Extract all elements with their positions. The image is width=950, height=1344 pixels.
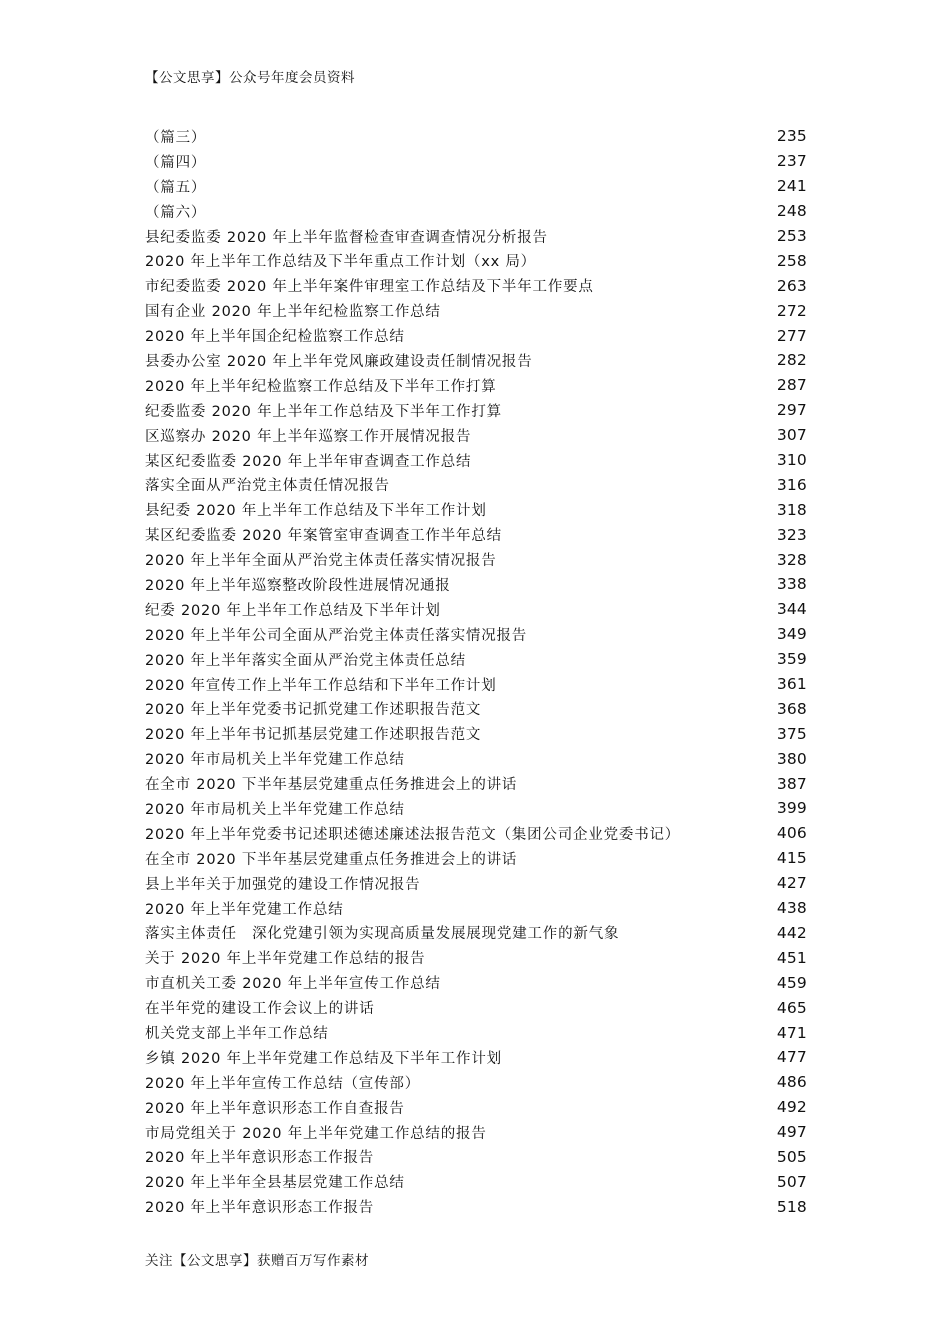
toc-entry[interactable] <box>145 1194 807 1219</box>
toc-entry-page-number: 497 <box>776 1123 807 1142</box>
toc-entry[interactable] <box>145 921 807 946</box>
toc-entry-title: 2020 年市局机关上半年党建工作总结 <box>145 752 405 769</box>
toc-entry-page-number: 507 <box>776 1172 807 1191</box>
toc-entry-title: 在半年党的建设工作会议上的讲话 <box>145 1001 375 1018</box>
toc-entry-page-number: 399 <box>776 799 807 818</box>
toc-entry-title: 国有企业 2020 年上半年纪检监察工作总结 <box>145 304 441 321</box>
toc-entry-page-number: 310 <box>776 451 807 470</box>
toc-entry[interactable] <box>145 298 807 323</box>
toc-entry-page-number: 415 <box>776 849 807 868</box>
toc-entry-page-number: 359 <box>776 650 807 669</box>
toc-entry-page-number: 361 <box>776 675 807 694</box>
toc-entry-title: （篇五） <box>145 179 207 196</box>
toc-entry[interactable] <box>145 348 807 373</box>
toc-entry-title: 在全市 2020 下半年基层党建重点任务推进会上的讲话 <box>145 777 518 794</box>
toc-entry[interactable] <box>145 572 807 597</box>
toc-entry-page-number: 241 <box>776 177 807 196</box>
toc-entry-title: 2020 年市局机关上半年党建工作总结 <box>145 801 405 818</box>
toc-entry-title: 2020 年上半年公司全面从严治党主体责任落实情况报告 <box>145 627 528 644</box>
toc-entry[interactable] <box>145 846 807 871</box>
toc-entry-page-number: 237 <box>776 152 807 171</box>
toc-entry-page-number: 282 <box>776 351 807 370</box>
toc-entry[interactable] <box>145 323 807 348</box>
toc-entry[interactable] <box>145 871 807 896</box>
toc-entry-title: 关于 2020 年上半年党建工作总结的报告 <box>145 951 426 968</box>
toc-entry-page-number: 328 <box>776 550 807 569</box>
toc-entry-page-number: 471 <box>776 1023 807 1042</box>
toc-entry[interactable] <box>145 597 807 622</box>
toc-entry-page-number: 368 <box>776 699 807 718</box>
toc-entry-page-number: 465 <box>776 998 807 1017</box>
toc-entry[interactable] <box>145 124 807 149</box>
toc-entry-title: 2020 年上半年全县基层党建工作总结 <box>145 1175 405 1192</box>
toc-entry[interactable] <box>145 522 807 547</box>
toc-entry[interactable] <box>145 472 807 497</box>
toc-entry[interactable] <box>145 746 807 771</box>
toc-entry-title: 某区纪委监委 2020 年上半年审查调查工作总结 <box>145 453 472 470</box>
toc-entry-page-number: 318 <box>776 500 807 519</box>
toc-entry[interactable] <box>145 721 807 746</box>
toc-entry-page-number: 375 <box>776 724 807 743</box>
page-header: 【公文思享】公众号年度会员资料 <box>145 70 355 86</box>
toc-entry-title: 2020 年上半年宣传工作总结（宣传部） <box>145 1075 421 1092</box>
toc-entry[interactable] <box>145 448 807 473</box>
toc-entry[interactable] <box>145 174 807 199</box>
toc-entry-title: 2020 年上半年巡察整改阶段性进展情况通报 <box>145 577 451 594</box>
toc-entry-title: 区巡察办 2020 年上半年巡察工作开展情况报告 <box>145 428 472 445</box>
toc-entry-page-number: 451 <box>776 948 807 967</box>
toc-entry-page-number: 277 <box>776 326 807 345</box>
toc-entry-title: 2020 年上半年党委书记抓党建工作述职报告范文 <box>145 702 482 719</box>
toc-entry-page-number: 492 <box>776 1098 807 1117</box>
toc-entry-page-number: 344 <box>776 600 807 619</box>
toc-entry-page-number: 287 <box>776 376 807 395</box>
toc-entry[interactable] <box>145 224 807 249</box>
page-footer: 关注【公文思享】获赠百万写作素材 <box>145 1253 369 1269</box>
toc-entry-title: 2020 年上半年书记抓基层党建工作述职报告范文 <box>145 727 482 744</box>
toc-entry-title: 2020 年上半年意识形态工作自查报告 <box>145 1100 405 1117</box>
toc-entry[interactable] <box>145 547 807 572</box>
toc-entry-page-number: 248 <box>776 202 807 221</box>
toc-entry-page-number: 406 <box>776 824 807 843</box>
toc-entry-page-number: 316 <box>776 475 807 494</box>
toc-entry[interactable] <box>145 647 807 672</box>
toc-entry-page-number: 427 <box>776 874 807 893</box>
toc-entry-page-number: 272 <box>776 301 807 320</box>
toc-entry[interactable] <box>145 796 807 821</box>
toc-entry-title: 纪委 2020 年上半年工作总结及下半年计划 <box>145 602 441 619</box>
toc-entry-title: 乡镇 2020 年上半年党建工作总结及下半年工作计划 <box>145 1050 502 1067</box>
toc-entry-title: 在全市 2020 下半年基层党建重点任务推进会上的讲话 <box>145 851 518 868</box>
toc-entry-title: 2020 年上半年工作总结及下半年重点工作计划（xx 局） <box>145 254 536 271</box>
toc-entry-page-number: 323 <box>776 525 807 544</box>
toc-entry-title: 2020 年上半年落实全面从严治党主体责任总结 <box>145 652 466 669</box>
toc-entry[interactable] <box>145 1070 807 1095</box>
toc-entry[interactable] <box>145 945 807 970</box>
toc-entry[interactable] <box>145 1169 807 1194</box>
toc-entry-title: 2020 年上半年纪检监察工作总结及下半年工作打算 <box>145 378 497 395</box>
toc-entry-title: 市纪委监委 2020 年上半年案件审理室工作总结及下半年工作要点 <box>145 279 594 296</box>
toc-entry-page-number: 442 <box>776 923 807 942</box>
toc-entry-title: （篇四） <box>145 154 207 171</box>
toc-entry-title: 2020 年上半年意识形态工作报告 <box>145 1150 375 1167</box>
table-of-contents <box>145 124 807 1219</box>
toc-entry[interactable] <box>145 896 807 921</box>
toc-entry-title: 纪委监委 2020 年上半年工作总结及下半年工作打算 <box>145 403 502 420</box>
toc-entry[interactable] <box>145 398 807 423</box>
toc-entry-title: 2020 年上半年国企纪检监察工作总结 <box>145 329 405 346</box>
toc-entry-title: 县纪委 2020 年上半年工作总结及下半年工作计划 <box>145 503 487 520</box>
toc-entry-title: 县委办公室 2020 年上半年党风廉政建设责任制情况报告 <box>145 353 533 370</box>
toc-entry-title: 市直机关工委 2020 年上半年宣传工作总结 <box>145 976 441 993</box>
toc-entry-page-number: 387 <box>776 774 807 793</box>
toc-entry[interactable] <box>145 273 807 298</box>
toc-entry-title: 2020 年上半年党建工作总结 <box>145 901 344 918</box>
toc-entry-page-number: 297 <box>776 401 807 420</box>
toc-entry-page-number: 338 <box>776 575 807 594</box>
toc-entry-page-number: 486 <box>776 1073 807 1092</box>
toc-entry-title: 落实全面从严治党主体责任情况报告 <box>145 478 390 495</box>
toc-entry-title: 市局党组关于 2020 年上半年党建工作总结的报告 <box>145 1125 487 1142</box>
toc-entry[interactable] <box>145 771 807 796</box>
toc-entry-title: 落实主体责任 深化党建引领为实现高质量发展展现党建工作的新气象 <box>145 926 620 943</box>
toc-entry-page-number: 477 <box>776 1048 807 1067</box>
toc-entry[interactable] <box>145 1120 807 1145</box>
toc-entry-title: 2020 年宣传工作上半年工作总结和下半年工作计划 <box>145 677 497 694</box>
toc-entry[interactable] <box>145 821 807 846</box>
toc-entry-page-number: 459 <box>776 973 807 992</box>
toc-entry-title: 县上半年关于加强党的建设工作情况报告 <box>145 876 421 893</box>
toc-entry[interactable] <box>145 373 807 398</box>
toc-entry-title: 县纪委监委 2020 年上半年监督检查审查调查情况分析报告 <box>145 229 548 246</box>
toc-entry-page-number: 235 <box>776 127 807 146</box>
toc-entry-page-number: 518 <box>776 1197 807 1216</box>
toc-entry-title: （篇三） <box>145 129 207 146</box>
toc-entry-page-number: 380 <box>776 749 807 768</box>
toc-entry[interactable] <box>145 1095 807 1120</box>
toc-entry-page-number: 438 <box>776 899 807 918</box>
toc-entry-page-number: 263 <box>776 276 807 295</box>
toc-entry[interactable] <box>145 423 807 448</box>
toc-entry-page-number: 505 <box>776 1147 807 1166</box>
toc-entry-title: 2020 年上半年意识形态工作报告 <box>145 1200 375 1217</box>
toc-entry-title: （篇六） <box>145 204 207 221</box>
toc-entry[interactable] <box>145 1045 807 1070</box>
toc-entry-page-number: 349 <box>776 625 807 644</box>
toc-entry[interactable] <box>145 248 807 273</box>
toc-entry-page-number: 258 <box>776 251 807 270</box>
toc-entry-title: 机关党支部上半年工作总结 <box>145 1026 329 1042</box>
toc-entry-title: 某区纪委监委 2020 年案管室审查调查工作半年总结 <box>145 528 502 545</box>
toc-entry[interactable] <box>145 995 807 1020</box>
toc-entry[interactable] <box>145 622 807 647</box>
toc-entry-title: 2020 年上半年全面从严治党主体责任落实情况报告 <box>145 553 497 570</box>
toc-entry[interactable] <box>145 696 807 721</box>
toc-entry[interactable] <box>145 149 807 174</box>
toc-entry[interactable] <box>145 1020 807 1045</box>
toc-entry-title: 2020 年上半年党委书记述职述德述廉述法报告范文（集团公司企业党委书记） <box>145 826 681 843</box>
toc-entry[interactable] <box>145 497 807 522</box>
toc-entry[interactable] <box>145 672 807 697</box>
toc-entry[interactable] <box>145 199 807 224</box>
toc-entry[interactable] <box>145 970 807 995</box>
toc-entry[interactable] <box>145 1145 807 1170</box>
toc-entry-page-number: 253 <box>776 227 807 245</box>
toc-entry-page-number: 307 <box>776 426 807 445</box>
